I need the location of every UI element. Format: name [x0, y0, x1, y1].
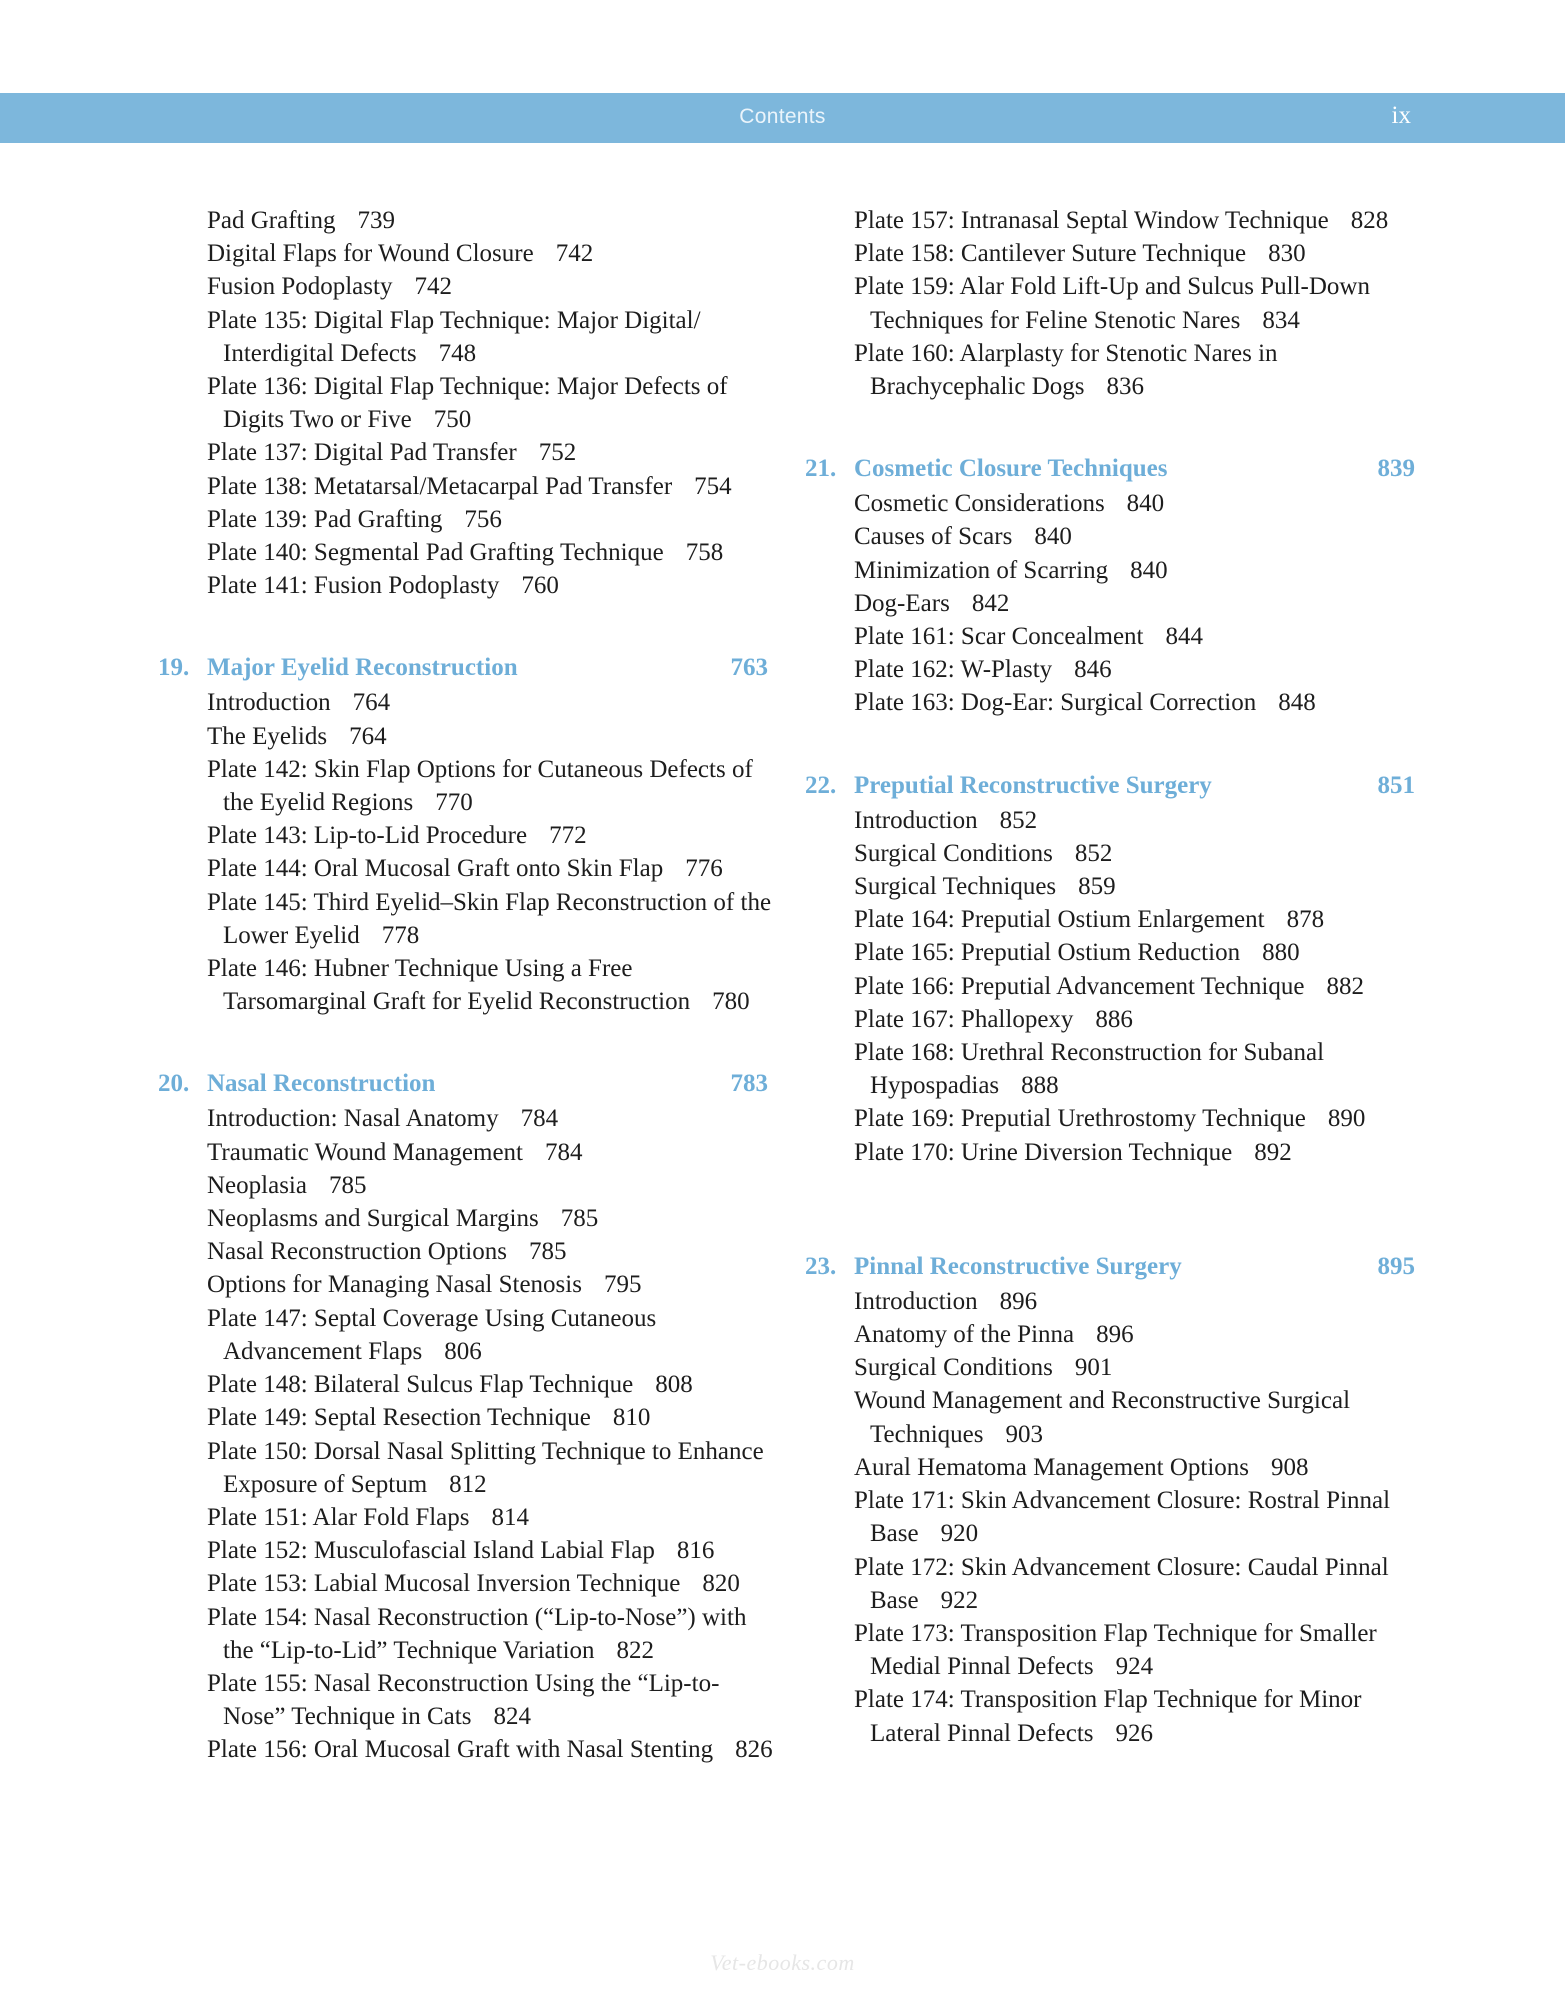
toc-entry-text: Plate 160: Alarplasty for Stenotic Nares in Brachycephalic Dogs	[854, 339, 1278, 401]
toc-entry[interactable]	[158, 1501, 778, 1534]
toc-entry-page: 784	[520, 1105, 559, 1133]
toc-entry-page: 896	[999, 1287, 1038, 1315]
toc-entry[interactable]	[158, 1136, 778, 1169]
toc-entry-text: Plate 155: Nasal Reconstruction Using the “Lip-to-Nose” Technique in Cats	[207, 1669, 720, 1731]
toc-entry-text: Nasal Reconstruction Options	[207, 1238, 507, 1266]
toc-entry-page: 770	[435, 789, 473, 817]
toc-entry[interactable]	[158, 204, 778, 237]
toc-entry-page: 908	[1271, 1453, 1309, 1481]
toc-entry[interactable]	[805, 804, 1425, 837]
toc-left-column	[158, 204, 778, 1767]
toc-entry-page: 750	[433, 406, 472, 434]
toc-entry-page: 892	[1254, 1138, 1292, 1166]
toc-entry[interactable]	[158, 686, 778, 719]
toc-entry-page: 880	[1262, 939, 1300, 967]
toc-entry[interactable]	[158, 1435, 778, 1501]
toc-entry-text: Plate 171: Skin Advancement Closure: Rostral Pinnal Base	[854, 1487, 1391, 1548]
toc-entry-text: Plate 173: Transposition Flap Technique for Smaller Medial Pinnal Defects	[854, 1619, 1377, 1681]
toc-entry[interactable]	[158, 1534, 778, 1567]
toc-entry-text: Plate 151: Alar Fold Flaps	[207, 1503, 470, 1531]
toc-entry-text: Fusion Podoplasty	[207, 273, 393, 301]
toc-entry-text: Plate 137: Digital Pad Transfer	[207, 439, 517, 467]
toc-entry[interactable]	[805, 653, 1425, 686]
toc-entry-page: 890	[1327, 1105, 1366, 1133]
toc-entry-text: Plate 152: Musculofascial Island Labial Flap	[207, 1537, 655, 1565]
toc-entry-text: Wound Management and Reconstructive Surgical Techniques	[854, 1387, 1351, 1448]
toc-entry-page: 844	[1165, 623, 1204, 651]
toc-entry[interactable]	[158, 569, 778, 602]
toc-entry[interactable]	[805, 870, 1425, 903]
toc-entry-text: Neoplasms and Surgical Margins	[207, 1205, 539, 1233]
toc-entry-page: 822	[616, 1636, 655, 1664]
chapter-page: 895	[1377, 1252, 1415, 1280]
toc-entry-text: Plate 168: Urethral Reconstruction for Subanal Hypospadias	[854, 1039, 1325, 1100]
toc-entry[interactable]	[805, 1351, 1425, 1384]
toc-entry-text: Plate 174: Transposition Flap Technique for Minor Lateral Pinnal Defects	[854, 1686, 1362, 1747]
toc-entry-text: Plate 143: Lip-to-Lid Procedure	[207, 822, 528, 850]
toc-entry[interactable]	[805, 686, 1425, 719]
toc-entry-page: 828	[1350, 207, 1389, 234]
toc-entry[interactable]	[158, 852, 778, 885]
toc-entry-text: Digital Flaps for Wound Closure	[207, 240, 534, 268]
toc-entry-text: Plate 147: Septal Coverage Using Cutaneous Advancement Flaps	[207, 1304, 657, 1365]
toc-entry-page: 776	[685, 855, 723, 883]
toc-entry-page: 896	[1096, 1321, 1134, 1349]
toc-entry-page: 852	[1074, 839, 1113, 867]
toc-entry-page: 840	[1126, 490, 1165, 518]
toc-entry-page: 920	[940, 1520, 979, 1548]
chapter-number: 19.	[158, 654, 190, 682]
toc-entry-text: Plate 149: Septal Resection Technique	[207, 1404, 591, 1432]
toc-entry-text: Causes of Scars	[854, 523, 1013, 551]
toc-entry-page: 882	[1326, 972, 1364, 1000]
toc-entry[interactable]	[805, 237, 1425, 270]
toc-entry[interactable]	[805, 1617, 1425, 1683]
chapter-page: 851	[1377, 771, 1415, 799]
toc-entry-text: Introduction	[854, 806, 978, 834]
toc-entry-page: 834	[1262, 306, 1300, 334]
chapter-page: 783	[730, 1070, 768, 1098]
toc-entry-text: Pad Grafting	[207, 207, 336, 234]
toc-entry-page: 748	[438, 339, 477, 367]
toc-entry-page: 756	[464, 505, 502, 533]
toc-entry[interactable]	[158, 270, 778, 303]
toc-entry[interactable]	[805, 1451, 1425, 1484]
toc-entry-page: 812	[449, 1470, 487, 1498]
toc-entry-text: Minimization of Scarring	[854, 556, 1109, 584]
toc-entry-text: Plate 144: Oral Mucosal Graft onto Skin Flap	[207, 855, 664, 883]
page-number: ix	[1391, 102, 1411, 129]
toc-entry-text: Plate 136: Digital Flap Technique: Major Defects of Digits Two or Five	[207, 373, 728, 434]
toc-entry-page: 878	[1286, 906, 1325, 934]
toc-entry[interactable]	[158, 952, 778, 1018]
toc-entry-text: Neoplasia	[207, 1171, 307, 1199]
chapter-page: 763	[730, 654, 768, 682]
chapter-number: 23.	[805, 1252, 837, 1280]
toc-entry[interactable]	[158, 1567, 778, 1600]
toc-entry-page: 820	[702, 1570, 740, 1598]
chapter-heading[interactable]	[805, 766, 1425, 804]
toc-entry-text: Plate 165: Preputial Ostium Reduction	[854, 939, 1241, 967]
toc-entry-text: Plate 163: Dog-Ear: Surgical Correction	[854, 689, 1257, 717]
toc-entry-text: Plate 158: Cantilever Suture Technique	[854, 240, 1247, 268]
toc-entry-text: Dog-Ears	[854, 589, 950, 617]
chapter-page: 839	[1377, 455, 1415, 483]
toc-entry[interactable]	[158, 304, 778, 370]
toc-entry-text: Plate 141: Fusion Podoplasty	[207, 572, 500, 600]
toc-entry[interactable]	[158, 503, 778, 536]
toc-entry-page: 742	[414, 273, 452, 301]
toc-entry-page: 859	[1078, 873, 1116, 901]
toc-entry-page: 926	[1115, 1719, 1154, 1747]
chapter-title: Pinnal Reconstructive Surgery	[854, 1252, 1182, 1280]
toc-entry[interactable]	[158, 1667, 778, 1733]
toc-entry[interactable]	[158, 1169, 778, 1202]
toc-entry[interactable]	[158, 536, 778, 569]
chapter-heading[interactable]	[158, 648, 778, 686]
chapter-heading[interactable]	[805, 449, 1425, 487]
toc-entry-page: 836	[1106, 373, 1145, 401]
toc-entry-page: 901	[1074, 1354, 1113, 1382]
toc-entry[interactable]	[805, 487, 1425, 520]
header-bar	[0, 93, 1565, 143]
toc-entry-page: 785	[560, 1205, 599, 1233]
toc-entry-text: Plate 145: Third Eyelid–Skin Flap Reconstruction of the Lower Eyelid	[207, 888, 772, 949]
toc-entry-text: Plate 140: Segmental Pad Grafting Technique	[207, 539, 664, 567]
toc-entry-page: 840	[1034, 523, 1072, 551]
toc-entry-page: 808	[655, 1371, 693, 1399]
toc-entry-page: 846	[1074, 656, 1112, 684]
toc-entry[interactable]	[158, 819, 778, 852]
toc-entry-text: Surgical Techniques	[854, 873, 1057, 901]
toc-entry-page: 924	[1115, 1653, 1154, 1681]
toc-entry[interactable]	[805, 587, 1425, 620]
toc-entry[interactable]	[805, 270, 1425, 336]
toc-entry-text: Aural Hematoma Management Options	[854, 1453, 1250, 1481]
toc-entry[interactable]	[158, 1268, 778, 1301]
toc-entry[interactable]	[805, 837, 1425, 870]
toc-entry-page: 886	[1095, 1005, 1133, 1033]
toc-entry-text: Introduction	[854, 1287, 978, 1315]
chapter-number: 20.	[158, 1070, 190, 1098]
toc-entry[interactable]	[158, 1733, 778, 1766]
watermark: Vet-ebooks.com	[710, 1950, 855, 1975]
toc-entry-page: 826	[735, 1736, 773, 1764]
toc-entry[interactable]	[158, 1368, 778, 1401]
chapter-title: Major Eyelid Reconstruction	[207, 654, 518, 682]
toc-entry-text: Introduction: Nasal Anatomy	[207, 1105, 499, 1133]
toc-entry-page: 852	[999, 806, 1038, 834]
toc-entry[interactable]	[805, 1102, 1425, 1135]
toc-entry-page: 840	[1130, 556, 1168, 584]
toc-entry[interactable]	[805, 903, 1425, 936]
toc-entry-text: Plate 162: W-Plasty	[854, 656, 1053, 684]
toc-entry-text: Plate 169: Preputial Urethrostomy Technique	[854, 1105, 1306, 1133]
toc-entry-text: Plate 172: Skin Advancement Closure: Caudal Pinnal Base	[854, 1553, 1389, 1614]
toc-entry[interactable]	[158, 470, 778, 503]
toc-entry[interactable]	[805, 1384, 1425, 1450]
toc-entry[interactable]	[805, 1683, 1425, 1749]
toc-entry[interactable]	[805, 1551, 1425, 1617]
chapter-title: Cosmetic Closure Techniques	[854, 455, 1168, 483]
toc-entry[interactable]	[805, 1003, 1425, 1036]
toc-entry-page: 752	[538, 439, 577, 467]
toc-entry-text: Plate 153: Labial Mucosal Inversion Technique	[207, 1570, 681, 1598]
toc-entry-text: Plate 166: Preputial Advancement Technique	[854, 972, 1305, 1000]
toc-entry[interactable]	[805, 520, 1425, 553]
toc-entry-page: 922	[940, 1586, 979, 1614]
toc-entry-page: 903	[1005, 1420, 1043, 1448]
toc-entry[interactable]	[158, 1102, 778, 1135]
toc-entry-page: 795	[603, 1271, 642, 1299]
toc-entry-page: 742	[555, 240, 594, 268]
toc-right-column	[805, 204, 1425, 1750]
toc-entry-text: Plate 167: Phallopexy	[854, 1005, 1074, 1033]
toc-entry-text: Plate 150: Dorsal Nasal Splitting Technique to Enhance Exposure of Septum	[207, 1437, 764, 1498]
chapter-number: 22.	[805, 771, 837, 799]
toc-entry-page: 739	[357, 207, 395, 234]
chapter-heading[interactable]	[805, 1247, 1425, 1285]
toc-entry-page: 816	[676, 1537, 715, 1565]
running-head-title: Contents	[739, 105, 826, 128]
toc-entry-text: Plate 138: Metatarsal/Metacarpal Pad Transfer	[207, 472, 673, 500]
toc-entry-page: 754	[694, 472, 732, 500]
toc-entry-page: 810	[612, 1404, 651, 1432]
toc-entry-text: Plate 142: Skin Flap Options for Cutaneous Defects of the Eyelid Regions	[207, 755, 753, 817]
toc-entry-text: Cosmetic Considerations	[854, 490, 1105, 518]
toc-entry[interactable]	[158, 237, 778, 270]
toc-entry[interactable]	[158, 1401, 778, 1434]
chapter-title: Preputial Reconstructive Surgery	[854, 771, 1212, 799]
toc-entry-text: Plate 156: Oral Mucosal Graft with Nasal Stenting	[207, 1736, 714, 1764]
toc-entry-text: Anatomy of the Pinna	[854, 1321, 1075, 1349]
toc-entry-text: Plate 159: Alar Fold Lift-Up and Sulcus Pull-Down Techniques for Feline Stenotic Nares	[854, 273, 1370, 334]
toc-entry-text: Plate 146: Hubner Technique Using a Free Tarsomarginal Graft for Eyelid Reconstruction	[207, 955, 691, 1016]
toc-entry-text: Options for Managing Nasal Stenosis	[207, 1271, 582, 1299]
toc-entry-text: Surgical Conditions	[854, 1354, 1053, 1382]
toc-entry-page: 848	[1278, 689, 1316, 717]
toc-entry[interactable]	[158, 370, 778, 436]
toc-entry-text: Traumatic Wound Management	[207, 1138, 523, 1166]
toc-entry[interactable]	[158, 886, 778, 952]
toc-entry[interactable]	[805, 1036, 1425, 1102]
toc-entry-text: Plate 154: Nasal Reconstruction (“Lip-to-Nose”) with the “Lip-to-Lid” Technique Variation	[207, 1603, 747, 1664]
toc-entry[interactable]	[805, 620, 1425, 653]
toc-entry[interactable]	[158, 1202, 778, 1235]
toc-entry-page: 764	[352, 689, 391, 717]
toc-entry[interactable]	[805, 204, 1425, 237]
toc-entry[interactable]	[158, 1601, 778, 1667]
toc-entry-page: 806	[444, 1337, 482, 1365]
toc-entry-page: 785	[328, 1171, 367, 1199]
toc-entry-text: Plate 157: Intranasal Septal Window Technique	[854, 207, 1329, 234]
chapter-number: 21.	[805, 455, 837, 483]
toc-entry-page: 758	[685, 539, 724, 567]
toc-entry-text: Plate 139: Pad Grafting	[207, 505, 443, 533]
toc-entry[interactable]	[158, 1235, 778, 1268]
toc-entry[interactable]	[158, 436, 778, 469]
chapter-heading[interactable]	[158, 1064, 778, 1102]
toc-entry[interactable]	[805, 970, 1425, 1003]
toc-entry-text: Plate 135: Digital Flap Technique: Major Digital/ Interdigital Defects	[207, 306, 701, 367]
toc-entry-page: 830	[1268, 240, 1306, 268]
toc-entry[interactable]	[805, 554, 1425, 587]
toc-entry-text: Surgical Conditions	[854, 839, 1053, 867]
toc-entry[interactable]	[158, 720, 778, 753]
toc-entry[interactable]	[805, 1285, 1425, 1318]
toc-entry-text: Plate 170: Urine Diversion Technique	[854, 1138, 1233, 1166]
toc-entry-page: 772	[549, 822, 587, 850]
toc-entry-text: Introduction	[207, 689, 331, 717]
toc-entry-page: 780	[712, 988, 750, 1016]
toc-entry[interactable]	[158, 1302, 778, 1368]
toc-entry[interactable]	[805, 1136, 1425, 1169]
toc-entry[interactable]	[805, 337, 1425, 403]
toc-entry[interactable]	[805, 936, 1425, 969]
toc-entry-text: The Eyelids	[207, 722, 328, 750]
toc-entry-text: Plate 164: Preputial Ostium Enlargement	[854, 906, 1265, 934]
toc-entry-page: 778	[381, 921, 420, 949]
toc-entry-page: 784	[545, 1138, 583, 1166]
toc-entry-page: 842	[971, 589, 1010, 617]
chapter-title: Nasal Reconstruction	[207, 1070, 436, 1098]
toc-entry[interactable]	[158, 753, 778, 819]
toc-entry[interactable]	[805, 1318, 1425, 1351]
toc-entry-page: 785	[528, 1238, 567, 1266]
toc-entry-text: Plate 148: Bilateral Sulcus Flap Technique	[207, 1371, 634, 1399]
toc-entry-page: 764	[349, 722, 387, 750]
toc-entry-page: 760	[521, 572, 559, 600]
toc-entry-page: 888	[1021, 1072, 1059, 1100]
toc-entry-page: 814	[491, 1503, 529, 1531]
toc-entry-page: 824	[493, 1703, 531, 1731]
toc-entry-text: Plate 161: Scar Concealment	[854, 623, 1144, 651]
toc-entry[interactable]	[805, 1484, 1425, 1550]
